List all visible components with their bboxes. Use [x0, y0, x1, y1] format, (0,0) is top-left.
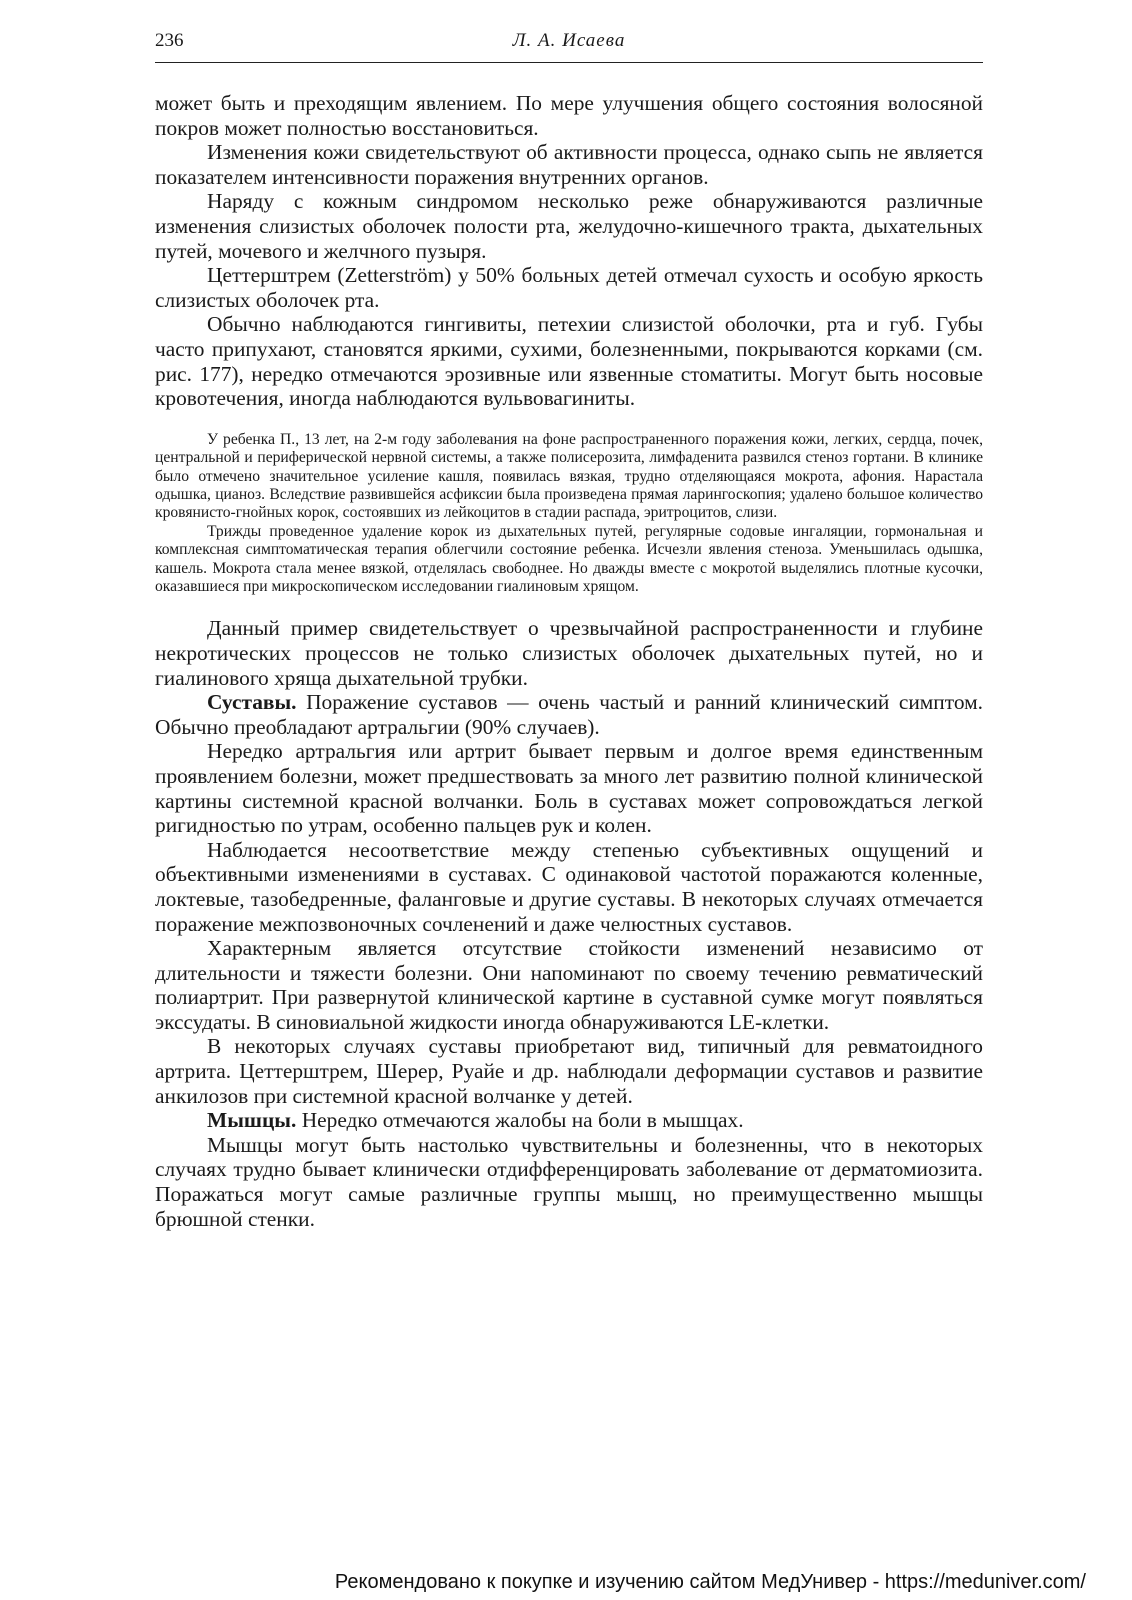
- running-title: Л. А. Исаева: [512, 30, 626, 51]
- joints-lead-text: Поражение суставов — очень частый и ранний клинический симптом. Обычно преобладают артральгии (90% случаев).: [155, 690, 983, 739]
- paragraph: Изменения кожи свидетельствуют об активности процесса, однако сыпь не является показателем интенсивности поражения внутренних органов.: [155, 140, 983, 189]
- paragraph: Наряду с кожным синдромом несколько реже обнаруживаются различные изменения слизистых оболочек полости рта, желудочно-кишечного тракта, дыхательных путей, мочевого и желчного пузыря.: [155, 189, 983, 263]
- paragraph: может быть и преходящим явлением. По мере улучшения общего состояния волосяной покров может полностью восстановиться.: [155, 91, 983, 140]
- paragraph: Наблюдается несоответствие между степенью субъективных ощущений и объективными изменениями в суставах. С одинаковой частотой поражаются коленные, локтевые, тазобедренные, фаланговые и другие суставы. В некоторых случаях отмечается поражение межпозвоночных сочленений и даже челюстных суставов.: [155, 837, 983, 936]
- muscles-section-lead: [155, 1108, 983, 1133]
- document-page: [155, 30, 983, 1231]
- body-text: [155, 91, 983, 1231]
- paragraph: Характерным является отсутствие стойкости изменений независимо от длительности и тяжести болезни. Они напоминают по своему течению ревматический полиартрит. При развернутой клинической картине в суставной сумке могут появляться экссудаты. В синовиальной жидкости иногда обнаруживаются LE-клетки.: [155, 936, 983, 1034]
- paragraph: Данный пример свидетельствует о чрезвычайной распространенности и глубине некротических процессов не только слизистых оболочек дыхательных путей, но и гиалинового хряща дыхательной трубки.: [155, 616, 983, 690]
- paragraph: В некоторых случаях суставы приобретают вид, типичный для ревматоидного артрита. Цеттерштрем, Шерер, Руайе и др. наблюдали деформации суставов и развитие анкилозов при системной красной волчанке у детей.: [155, 1034, 983, 1108]
- paragraph: Обычно наблюдаются гингивиты, петехии слизистой оболочки, рта и губ. Губы часто припухают, становятся яркими, сухими, болезненными, покрываются корками (см. рис. 177), нередко отмечаются эрозивные или язвенные стоматиты. Могут быть носовые кровотечения, иногда наблюдаются вульвовагиниты.: [155, 312, 983, 411]
- page-number: 236: [155, 30, 184, 51]
- case-report: [155, 431, 983, 597]
- running-header: [155, 30, 983, 63]
- case-report-paragraph: Трижды проведенное удаление корок из дыхательных путей, регулярные содовые ингаляции, гормональная и комплексная симптоматическая терапия облегчили состояние ребенка. Исчезли явления стеноза. Уменьшилась одышка, кашель. Мокрота стала менее вязкой, отделялась свободнее. Но дважды вместе с мокротой выделялись плотные кусочки, оказавшиеся при микроскопическом исследовании гиалиновым хрящом.: [155, 522, 983, 595]
- muscles-heading: Мышцы.: [207, 1108, 297, 1133]
- paragraph: Нередко артральгия или артрит бывает первым и долгое время единственным проявлением болезни, может предшествовать за много лет развитию полной клинической картины системной красной волчанки. Боль в суставах может сопровождаться легкой ригидностью по утрам, особенно пальцев рук и колен.: [155, 739, 983, 838]
- footer-note: Рекомендовано к покупке и изучению сайтом МедУнивер - https://meduniver.com/: [334, 1571, 1086, 1593]
- paragraph: Мышцы могут быть настолько чувствительны и болезненны, что в некоторых случаях трудно бывает клинически отдифференцировать заболевание от дерматомиозита. Поражаться могут самые различные группы мышц, но преимущественно мышцы брюшной стенки.: [155, 1132, 983, 1231]
- case-report-paragraph: У ребенка П., 13 лет, на 2-м году заболевания на фоне распространенного поражения кожи, легких, сердца, почек, центральной и периферической нервной системы, а также полисерозита, лимфаденита развился стеноз гортани. В клинике было отмечено значительное усиление кашля, появилась вязкая, трудно отделяющаяся мокрота, афония. Нарастала одышка, цианоз. Вследствие развившейся асфиксии была произведена прямая ларингоскопия; удалено большое количество кровянисто-гнойных корок, состоявших из лейкоцитов в стадии распада, эритроцитов, слизи.: [155, 430, 983, 522]
- joints-section-lead: [155, 690, 983, 739]
- joints-heading: Суставы.: [207, 690, 297, 715]
- muscles-lead-text: Нередко отмечаются жалобы на боли в мышцах.: [301, 1108, 744, 1133]
- paragraph: Цеттерштрем (Zetterström) у 50% больных детей отмечал сухость и особую яркость слизистых оболочек рта.: [155, 263, 983, 312]
